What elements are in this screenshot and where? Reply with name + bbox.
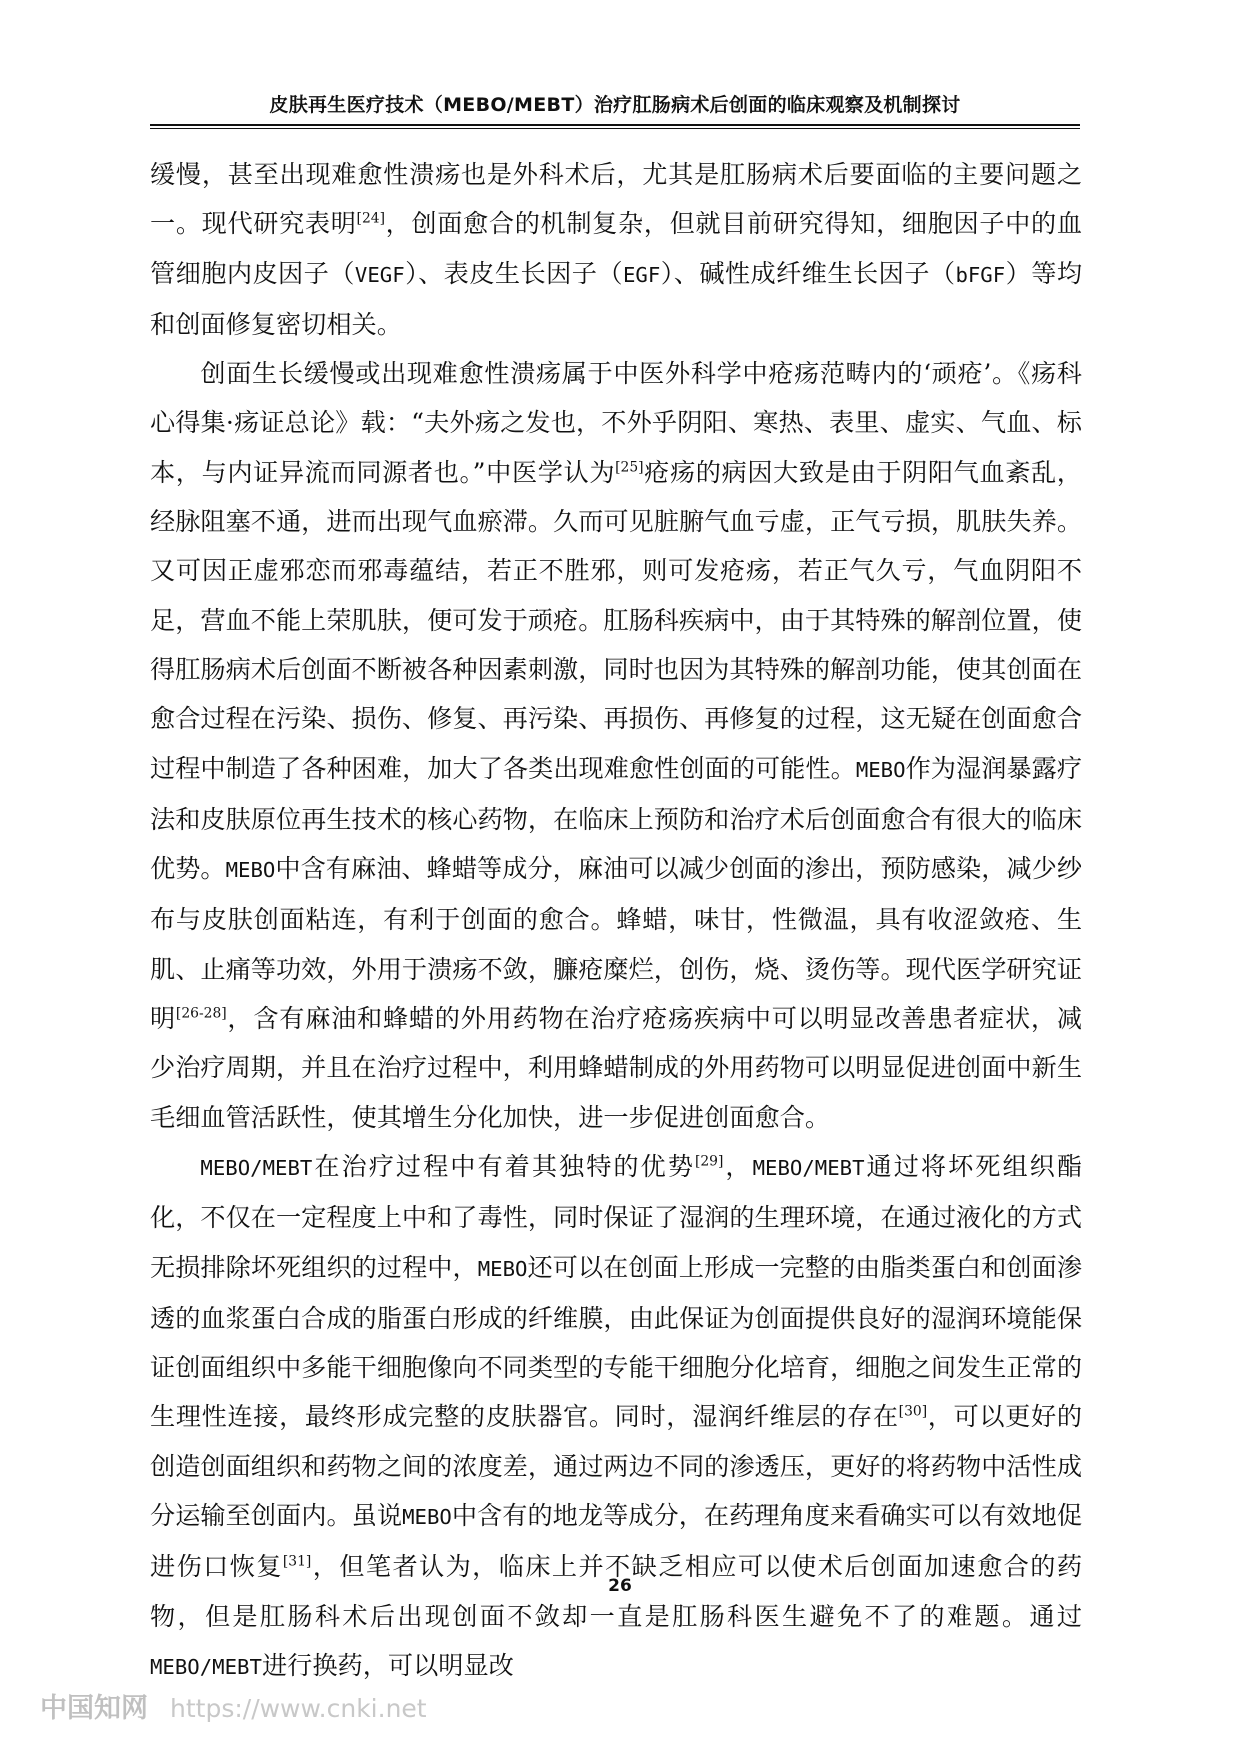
cnki-watermark xyxy=(40,1686,427,1725)
latin-term: MEBO xyxy=(855,757,906,782)
citation-ref: [29] xyxy=(694,1153,724,1170)
text-run: ， xyxy=(723,1151,753,1181)
latin-term: MEBO/MEBT xyxy=(200,1155,313,1180)
citation-ref: [30] xyxy=(898,1404,928,1421)
watermark-url[interactable]: https://www.cnki.net xyxy=(170,1694,427,1723)
text-run: ，可以更好的创造创面组织和药物之间的浓度差，通过两边不同的渗透压，更好的将药物中活性成分运输至创面内。虽说 xyxy=(150,1402,1083,1531)
text-run: ，创面愈合的机制复杂，但就目前研究得知，细胞因子中的血管细胞内皮因子（ xyxy=(150,209,1083,288)
latin-term: MEBO/MEBT xyxy=(150,1654,262,1679)
text-run: 缓慢，甚至出现难愈性溃疡也是外科术后，尤其是肛肠病术后要面临的主要问题之一。现代研究表明 xyxy=(150,160,1082,239)
text-run: 还可以在创面上形成一完整的由脂类蛋白和创面渗透的血浆蛋白合成的脂蛋白形成的纤维膜，由此保证为创面提供良好的湿润环境能保证创面组织中多能干细胞像向不同类型的专能干细胞分化培育，细胞之间发生正常的生理性连接，最终形成完整的皮肤器官。同时，湿润纤维层的存在 xyxy=(150,1252,1083,1432)
text-run: ，但笔者认为，临床上并不缺乏相应可以使术后创面加速愈合的药物，但是肛肠科术后出现创面不敛却一直是肛肠科医生避免不了的难题。通过 xyxy=(150,1552,1083,1631)
text-run: 中含有的地龙等成分，在药理角度来看确实可以有效地促进伤口恢复 xyxy=(150,1501,1083,1582)
latin-term: VEGF xyxy=(354,262,405,287)
paragraph xyxy=(150,349,1082,1142)
text-run: ，含有麻油和蜂蜡的外用药物在治疗疮疡疾病中可以明显改善患者症状，减少治疗周期，并且在治疗过程中，利用蜂蜡制成的外用药物可以明显促进创面中新生毛细血管活跃性，使其增生分化加快，进一步促进创面愈合。 xyxy=(150,1004,1083,1132)
citation-ref: [24] xyxy=(356,210,385,227)
body-text xyxy=(150,150,1082,1692)
text-run: 进行换药，可以明显改 xyxy=(261,1650,514,1680)
text-run: 在治疗过程中有着其独特的优势 xyxy=(312,1151,695,1181)
text-run: ）等均和创面修复密切相关。 xyxy=(150,258,1083,339)
latin-term: MEBO xyxy=(477,1256,528,1281)
citation-ref: [31] xyxy=(282,1553,312,1570)
text-run: 通过将坏死组织酯化，不仅在一定程度上中和了毒性，同时保证了湿润的生理环境，在通过液化的方式无损排除坏死组织的过程中， xyxy=(150,1151,1083,1282)
latin-term: EGF xyxy=(622,262,661,287)
running-header: 皮肤再生医疗技术（MEBO/MEBT）治疗肛肠病术后创面的临床观察及机制探讨 xyxy=(269,94,961,116)
text-run: 创面生长缓慢或出现难愈性溃疡属于中医外科学中疮疡范畴内的‘顽疮’。《疡科心得集·疡证总论》载：“夫外疡之发也，不外乎阴阳、寒热、表里、虚实、气血、标本，与内证异流而同源者也。”中医学认为 xyxy=(150,359,1082,487)
latin-term: MEBO xyxy=(402,1505,452,1530)
citation-ref: [25] xyxy=(615,459,644,476)
text-run: 中含有麻油、蜂蜡等成分，麻油可以减少创面的渗出，预防感染，减少纱布与皮肤创面粘连，有利于创面的愈合。蜂蜡，味甘，性微温，具有收涩敛疮、生肌、止痛等功效，外用于溃疡不敛，臁疮糜烂，创伤，烧、烫伤等。现代医学研究证明 xyxy=(150,854,1083,1034)
watermark-brand: 中国知网 xyxy=(40,1693,148,1724)
latin-term: bFGF xyxy=(955,262,1006,287)
text-run: ）、表皮生长因子（ xyxy=(404,258,623,288)
page-number: 26 xyxy=(608,1576,632,1596)
citation-ref: [26-28] xyxy=(175,1005,227,1022)
text-run: 疮疡的病因大致是由于阴阳气血紊乱，经脉阻塞不通，进而出现气血瘀滞。久而可见脏腑气血亏虚，正气亏损，肌肤失养。又可因正虚邪恋而邪毒蕴结，若正不胜邪，则可发疮疡，若正气久亏，气血阴阳不足，营血不能上荣肌肤，便可发于顽疮。肛肠科疾病中，由于其特殊的解剖位置，使得肛肠病术后创面不断被各种因素刺激，同时也因为其特殊的解剖功能，使其创面在愈合过程在污染、损伤、修复、再污染、再损伤、再修复的过程，这无疑在创面愈合过程中制造了各种困难，加大了各类出现难愈性创面的可能性。 xyxy=(150,457,1082,783)
text-run: ）、碱性成纤维生长因子（ xyxy=(660,258,956,288)
paragraph xyxy=(150,150,1082,349)
text-run: 作为湿润暴露疗法和皮肤原位再生技术的核心药物，在临床上预防和治疗术后创面愈合有很大的临床优势。 xyxy=(150,753,1083,884)
header-rule-thin xyxy=(150,128,1080,129)
latin-term: MEBO/MEBT xyxy=(752,1155,865,1180)
header-rule-thick xyxy=(150,124,1080,126)
latin-term: MEBO xyxy=(225,858,276,883)
paragraph xyxy=(150,1142,1082,1692)
